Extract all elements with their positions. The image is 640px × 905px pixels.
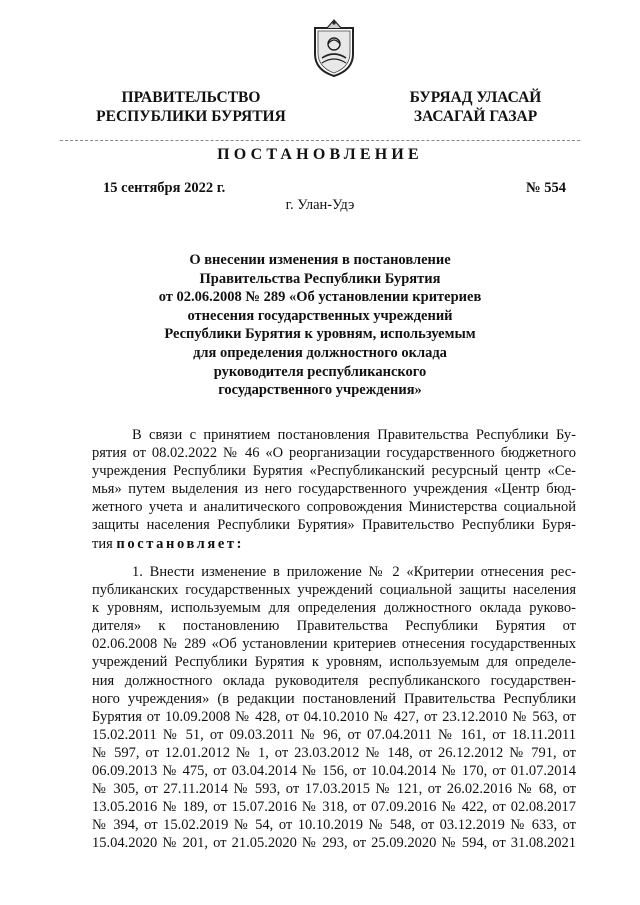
header-left-line: ПРАВИТЕЛЬСТВО (121, 89, 261, 106)
title-line: руководителя республиканского (213, 363, 427, 380)
header-right-line: ЗАСАГАЙ ГАЗАР (413, 108, 538, 125)
title-line: от 02.06.2008 № 289 «Об установлении критериев (158, 289, 482, 306)
title-line: отнесения государственных учреждений (187, 307, 453, 324)
resolves-keyword: постановляет: (116, 535, 245, 552)
title-line: Правительства Республики Бурятия (199, 270, 441, 287)
paragraph-line: дителя» к постановлению Правительства Республики Бурятия от (92, 618, 576, 635)
paragraph-line-prefix: тия (92, 535, 117, 552)
document-type: ПОСТАНОВЛЕНИЕ (217, 146, 423, 163)
header-left-line: РЕСПУБЛИКИ БУРЯТИЯ (96, 108, 286, 125)
paragraph-line: учреждения Республики Бурятия «Республиканский ресурсный центр «Се- (92, 463, 576, 480)
paragraph-line: рятия от 08.02.2022 № 46 «О реорганизации государственного бюджетного (92, 445, 576, 462)
title-line: государственного учреждения» (218, 382, 422, 399)
clause-1-paragraph (92, 563, 576, 853)
header-right-authority (388, 88, 563, 126)
paragraph-line: жетного учета и аналитического сопровождения Министерства социальной (92, 499, 576, 516)
paragraph-line: № 305, от 27.11.2014 № 593, от 17.03.2015 № 121, от 26.02.2016 № 68, от (92, 781, 576, 798)
preamble-paragraph (92, 426, 576, 553)
paragraph-line: публиканских государственных учреждений социальной защиты населения (92, 582, 576, 599)
header-left-authority (86, 88, 296, 126)
header-right-line: БУРЯАД УЛАСАЙ (409, 89, 542, 106)
document-title (120, 251, 520, 400)
paragraph-line: Бурятия от 10.09.2008 № 428, от 04.10.2010 № 427, от 23.12.2010 № 563, от (92, 708, 576, 725)
paragraph-line: ния должностного оклада руководителя республиканского государствен- (92, 672, 576, 689)
paragraph-line: В связи с принятием постановления Правительства Республики Бу- (132, 427, 576, 443)
paragraph-line: 06.09.2013 № 475, от 03.04.2014 № 156, от 10.04.2014 № 170, от 01.07.2014 (92, 763, 576, 780)
title-line: О внесении изменения в постановление (189, 252, 451, 268)
paragraph-line (92, 535, 576, 553)
paragraph-line: к уровням, используемым для определения должностного оклада руково- (92, 600, 576, 617)
paragraph-line: 15.02.2011 № 51, от 09.03.2011 № 96, от 07.04.2011 № 161, от 18.11.2011 (92, 726, 576, 743)
document-date: 15 сентября 2022 г. (103, 180, 226, 196)
paragraph-line: мья» путем выделения из него государственного учреждения «Центр бюд- (92, 481, 576, 498)
paragraph-line: № 597, от 12.01.2012 № 1, от 23.03.2012 № 148, от 26.12.2012 № 791, от (92, 744, 576, 761)
document-number: № 554 (526, 180, 566, 196)
paragraph-line: учреждений Республики Бурятия к уровням, используемым для определе- (92, 654, 576, 671)
paragraph-line: 15.04.2020 № 201, от 21.05.2020 № 293, от 25.09.2020 № 594, от 31.08.2021 (92, 835, 576, 852)
document-city: г. Улан-Удэ (285, 197, 355, 213)
paragraph-line: 02.06.2008 № 289 «Об установлении критериев отнесения государственных (92, 636, 576, 653)
paragraph-line: ного учреждения» (в редакции постановлений Правительства Республики (92, 690, 576, 707)
paragraph-line: № 394, от 15.02.2019 № 54, от 10.10.2019 № 548, от 03.12.2019 № 633, от (92, 817, 576, 834)
title-line: Республики Бурятия к уровням, используемым (164, 326, 476, 343)
paragraph-line: защиты населения Республики Бурятия» Правительство Республики Буря- (92, 517, 576, 534)
paragraph-line: 1. Внести изменение в приложение № 2 «Критерии отнесения рес- (132, 564, 576, 580)
paragraph-line: 13.05.2016 № 189, от 15.07.2016 № 318, от 07.09.2016 № 422, от 02.08.2017 (92, 799, 576, 816)
header-divider (60, 140, 580, 141)
coat-of-arms-icon (309, 18, 359, 78)
title-line: для определения должностного оклада (193, 344, 447, 361)
